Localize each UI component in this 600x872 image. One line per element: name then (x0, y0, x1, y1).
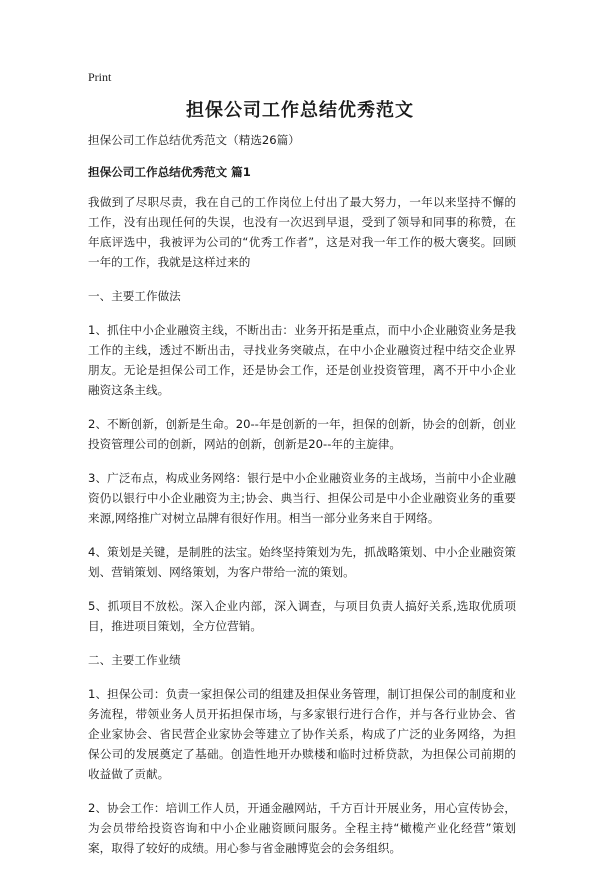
page-title: 担保公司工作总结优秀范文 (186, 100, 414, 121)
intro-paragraph: 我做到了尽职尽责，我在自己的工作岗位上付出了最大努力，一年以来坚持不懈的工作，没有出现任何的失误，也没有一次迟到早退，受到了领导和同事的称赞，在年底评选中，我被评为公司的“优秀工作者”，这是对我一年工作的极大褒奖。回顾一年的工作，我就是这样过来的 (88, 195, 516, 269)
heading-work-results: 二、主要工作业绩 (88, 653, 181, 667)
method-item-3: 3、广泛布点，构成业务网络：银行是中小企业融资业务的主战场，当前中小企业融资仍以银行中小企业融资为主;协会、典当行、担保公司是中小企业融资业务的重要来源,网络推广对树立品牌有很好作用。相当一部分业务来自于网络。 (88, 471, 516, 525)
heading-work-methods: 一、主要工作做法 (88, 289, 181, 303)
result-item-1: 1、担保公司：负责一家担保公司的组建及担保业务管理，制订担保公司的制度和业务流程，带领业务人员开拓担保市场，与多家银行进行合作，并与各行业协会、省企业家协会、省民营企业家协会等建立了协作关系，构成了广泛的业务网络，为担保公司的发展奠定了基础。创造性地开办赎楼和临时过桥贷款，为担保公司前期的收益做了贡献。 (88, 687, 516, 781)
method-item-4: 4、策划是关键，是制胜的法宝。始终坚持策划为先，抓战略策划、中小企业融资策划、营销策划、网络策划，为客户带给一流的策划。 (88, 545, 516, 579)
document-body (88, 130, 516, 872)
print-link[interactable]: Print (88, 70, 112, 84)
document-subtitle: 担保公司工作总结优秀范文（精选26篇） (88, 133, 300, 147)
section-title: 担保公司工作总结优秀范文 篇1 (88, 165, 251, 179)
result-item-2: 2、协会工作：培训工作人员，开通金融网站，千方百计开展业务，用心宣传协会，为会员带给投资咨询和中小企业融资顾问服务。全程主持“橄榄产业化经营”策划案，取得了较好的成绩。用心参与省金融博览会的会务组织。 (88, 801, 516, 855)
method-item-5: 5、抓项目不放松。深入企业内部，深入调查，与项目负责人搞好关系,选取优质项目，推进项目策划，全方位营销。 (88, 599, 516, 633)
method-item-1: 1、抓住中小企业融资主线，不断出击：业务开拓是重点，而中小企业融资业务是我工作的主线，透过不断出击，寻找业务突破点，在中小企业融资过程中结交企业界朋友。无论是担保公司工作，还是协会工作，还是创业投资管理，离不开中小企业融资这条主线。 (88, 323, 516, 397)
method-item-2: 2、不断创新，创新是生命。20--年是创新的一年，担保的创新，协会的创新，创业投资管理公司的创新，网站的创新，创新是20--年的主旋律。 (88, 417, 516, 451)
